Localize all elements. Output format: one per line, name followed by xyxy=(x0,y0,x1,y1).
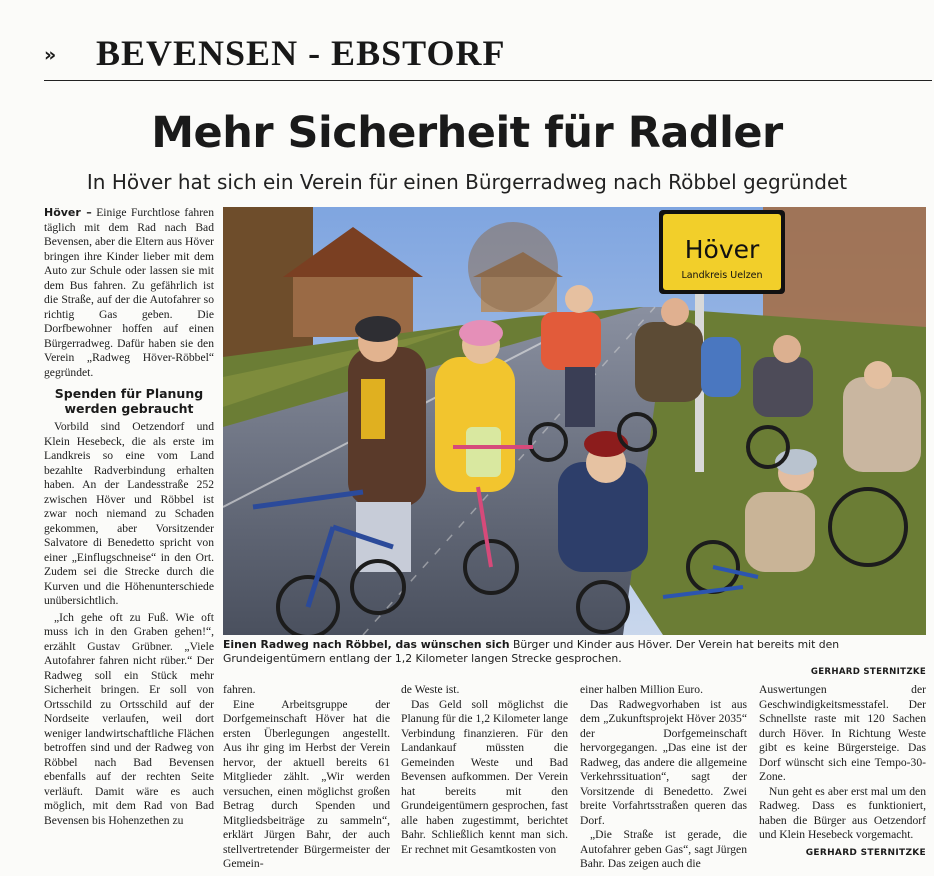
paragraph-text: Einige Furchtlose fahren täglich mit dem Rad nach Bad Bevensen, aber die Eltern aus Höver bringen ihre Kinder lieber mit dem Auto zur Schule oder lassen sie mit dem Bus fahren. Zu gefährlich ist die Straße, auf der die Autofahrer so richtig Gas geben. Die Dorfbewohner hoffen auf einen Bürgerradweg. Dafür haben sie den Verein „Radweg Höver-Röbbel“ gegründet. xyxy=(44,206,214,379)
paragraph: Eine Arbeitsgruppe der Dorfgemeinschaft Höver hat die ersten Überlegungen angestellt. Aus ihr ging im Herbst der Verein hervor, der aktuell bereits 61 Mitglieder zählt. „Wir werden versuchen, einen möglichst großen Betrag durch Spenden und Mitgliedsbeiträge zu sammeln“, erklärt Jürgen Bahr, der auch stellvertretender Bürgermeister der Gemein- xyxy=(223,697,390,870)
article-byline: GERHARD STERNITZKE xyxy=(805,847,926,858)
photo-caption xyxy=(223,638,926,679)
headline: Mehr Sicherheit für Radler xyxy=(151,108,783,158)
section-header xyxy=(44,32,932,81)
paragraph: „Ich gehe oft zu Fuß. Wie oft muss ich in den Graben gehen!“, erzählt Gustav Grübner. „Viele Autofahrer fahren nicht rüber.“ Der Radweg soll ein Stück mehr Sicherheit bringen. Er soll von Ortsschild zu Ortsschild auf der Nordseite verlaufen, weil dort weniger landwirtschaftliche Flächen betroffen sind und der Radweg von Röbbel nach Bad Bevensen ebenfalls auf der rechten Seite verläuft. Damit wäre es auch möglich, mit dem Rad von Bad Bevensen bis Hohenzethen zu xyxy=(44,610,214,827)
paragraph: Auswertungen der Geschwindigkeitsmesstafel. Der Schnellste raste mit 120 Sachen durch Höver. In Richtung Weste gibt es keine Bürgersteige. Das Dorf wünscht sich eine Tempo-30-Zone. xyxy=(759,683,926,783)
sign-district: Landkreis Uelzen xyxy=(681,270,763,281)
caption-text xyxy=(223,638,839,665)
article-photo xyxy=(223,207,926,635)
paragraph: Das Radwegvorhaben ist aus dem „Zukunftsprojekt Höver 2035“ der Dorfgemeinschaft hervorgegangen. „Das eine ist der Radweg, das andere die allgemeine Verkehrssituation“, sagt der Vorsitzende di Benedetto. Zwei breite Vorfahrtsstraßen queren das Dorf. xyxy=(580,697,747,827)
dateline: Höver – xyxy=(44,206,92,219)
paragraph: Nun geht es aber erst mal um den Radweg. Dass es funktioniert, haben die Bürger aus Oetzendorf und Klein Hesebeck vorgemacht. xyxy=(759,784,926,841)
paragraph: Vorbild sind Oetzendorf und Klein Hesebeck, die als erste im Landkreis so eine vom Land bezahlte Radverbindung erhalten haben. An der Landesstraße 252 zwischen Höver und Röbbel ist zwar noch niemand zu Schaden gekommen, aber Vorsitzender Salvatore di Benedetto spricht von einer „Einflugschneise“ in den Ort. Zudem sei die Strecke durch die Kurven und die Höhenunterschiede unübersichtlich. xyxy=(44,420,214,607)
section-name: BEVENSEN - EBSTORF xyxy=(96,33,506,73)
sign-town: Höver xyxy=(684,235,760,264)
article-column-3 xyxy=(401,683,568,857)
paragraph: fahren. xyxy=(223,683,256,696)
article-column-2 xyxy=(223,683,390,872)
article-column-4 xyxy=(580,683,747,872)
caption-lead: Einen Radweg nach Röbbel, das wünschen sich xyxy=(223,638,510,651)
paragraph: einer halben Million Euro. xyxy=(580,683,703,696)
paragraph xyxy=(44,206,214,380)
intertitle: Spenden für Planung werden gebraucht xyxy=(54,386,204,416)
subheadline: In Höver hat sich ein Verein für einen Bürgerradweg nach Röbbel gegründet xyxy=(86,170,848,194)
section-arrow-icon: » xyxy=(44,44,57,66)
article-column-5 xyxy=(759,683,926,860)
paragraph: de Weste ist. xyxy=(401,683,460,696)
paragraph: Das Geld soll möglichst die Planung für die 1,2 Kilometer lange Verbindung finanzieren. Für den Landankauf müssten die Gemeinden Weste und Bad Bevensen aufkommen. Der Verein hat bereits mit den Grundeigentümern gesprochen, fast alle haben zugestimmt, berichtet Bahr. Schließlich kennt man sich. Er rechnet mit Gesamtkosten von xyxy=(401,697,568,856)
photo-credit: GERHARD STERNITZKE xyxy=(810,667,926,677)
caption-body: Bürger und Kinder aus Höver. Der Verein hat bereits mit den Grundeigentümern entlang der 1,2 Kilometer langen Strecke gesprochen. xyxy=(223,638,840,665)
photo-illustration xyxy=(223,207,926,635)
paragraph: „Die Straße ist gerade, die Autofahrer geben Gas“, sagt Jürgen Bahr. Das zeigen auch die xyxy=(580,828,747,870)
article-column-1 xyxy=(44,206,214,828)
